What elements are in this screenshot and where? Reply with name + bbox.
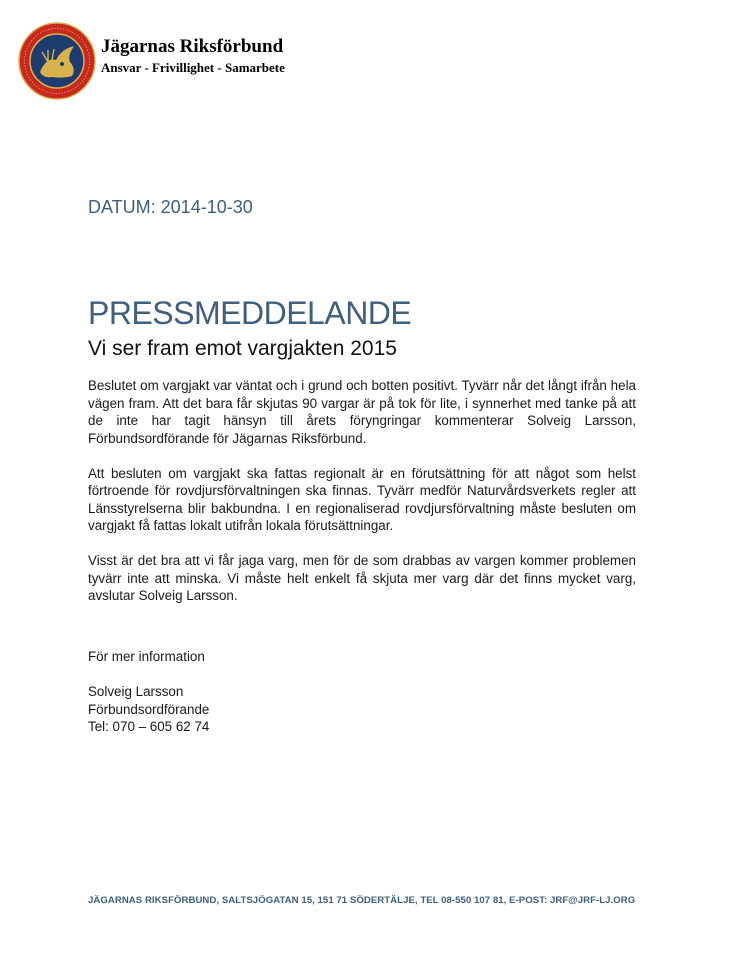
press-release-title: PRESSMEDDELANDE: [88, 295, 412, 331]
contact-role: Förbundsordförande: [88, 701, 210, 717]
document-date: DATUM: 2014-10-30: [88, 197, 253, 217]
footer-address: JÄGARNAS RIKSFÖRBUND, SALTSJÖGATAN 15, 151 71 SÖDERTÄLJE, TEL 08-550 107 81, E-POST: JRF@JRF-LJ.ORG: [88, 895, 636, 906]
contact-name: Solveig Larsson: [88, 684, 184, 699]
hunting-association-emblem-icon: [18, 22, 96, 100]
body-paragraph: Beslutet om vargjakt var väntat och i grund och botten positivt. Tyvärr når det långt ifrån hela vägen fram. Att det bara får skjutas 90 vargar är på tok för lite, i synnerhet med tanke på att de inte har tagit hänsyn till årets föryngringar kommenterar Solveig Larsson, Förbundsordförande för Jägarnas Riksförbund.: [88, 378, 636, 446]
contact-intro: För mer information: [88, 649, 205, 664]
contact-spacer: [88, 666, 209, 684]
press-release-subtitle: Vi ser fram emot vargjakten 2015: [88, 337, 397, 360]
body-paragraph: Visst är det bra att vi får jaga varg, men för de som drabbas av vargen kommer problemen tyvärr inte att minska. Vi måste helt enkelt få skjuta mer varg där det finns mycket varg, avslutar Solveig Larsson.: [88, 553, 636, 603]
press-release-body: [88, 377, 636, 622]
organization-motto: Ansvar - Frivillighet - Samarbete: [101, 60, 285, 75]
organization-name: Jägarnas Riksförbund: [101, 36, 284, 57]
contact-phone: Tel: 070 – 605 62 74: [88, 719, 210, 734]
body-paragraph: Att besluten om vargjakt ska fattas regionalt är en förutsättning för att något som helst förtroende för rovdjursförvaltningen ska finnas. Tyvärr medför Naturvårdsverkets regler att Länsstyrelserna blir bakbundna. I en regionaliserad rovdjursförvaltning måste besluten om vargjakt få fattas lokalt utifrån lokala förutsättningar.: [88, 465, 636, 533]
contact-block: [88, 648, 209, 736]
